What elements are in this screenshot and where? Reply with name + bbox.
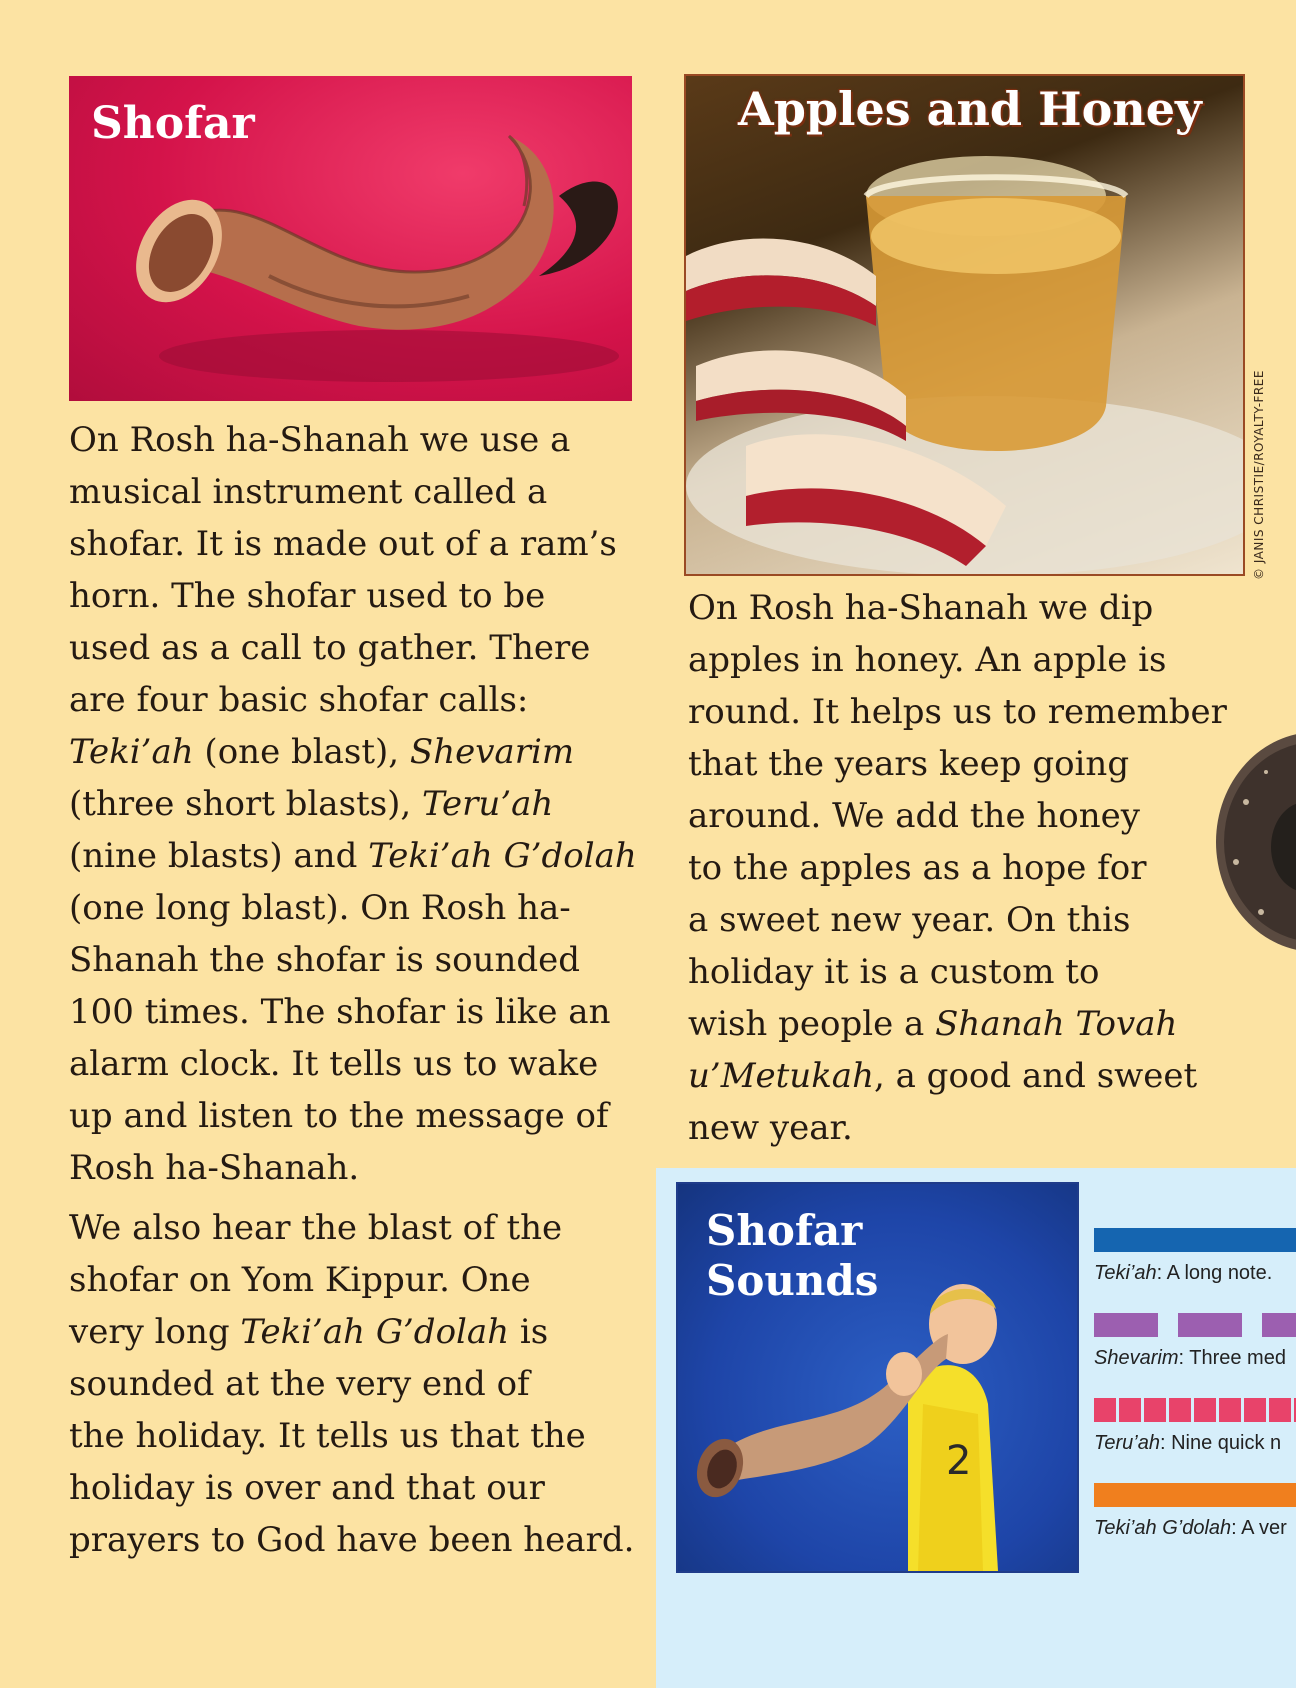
shofar-body2-line: prayers to God have been heard. bbox=[69, 1520, 635, 1560]
sound-bar-segment bbox=[1244, 1398, 1266, 1422]
shofar-sounds-panel bbox=[656, 1168, 1296, 1688]
apples-honey-photo bbox=[684, 74, 1245, 576]
sound-bar bbox=[1094, 1228, 1296, 1252]
sound-bar-segment bbox=[1219, 1398, 1241, 1422]
sound-bar-segment bbox=[1169, 1398, 1191, 1422]
apples-body-line: a sweet new year. On this bbox=[688, 900, 1131, 940]
apples-body-line: new year. bbox=[688, 1108, 853, 1148]
apples-body-line: that the years keep going bbox=[688, 744, 1130, 784]
apples-body-line: to the apples as a hope for bbox=[688, 848, 1147, 888]
shofar-body-line: musical instrument called a bbox=[69, 472, 548, 512]
shofar-body2-line: We also hear the blast of the bbox=[69, 1208, 563, 1248]
shofar-sounds-photo bbox=[676, 1182, 1079, 1573]
shofar-body-line: On Rosh ha-Shanah we use a bbox=[69, 420, 571, 460]
sound-bar-segment bbox=[1144, 1398, 1166, 1422]
apples-honey-photo-title: Apples and Honey bbox=[738, 82, 1202, 136]
shofar-body-line: (three short blasts), Teru’ah bbox=[69, 784, 554, 824]
sound-bar-segment bbox=[1178, 1313, 1242, 1337]
sound-bar bbox=[1094, 1483, 1296, 1507]
apples-body-text bbox=[688, 582, 1248, 1154]
shofar-photo bbox=[69, 76, 632, 401]
shofar-body-line: Rosh ha-Shanah. bbox=[69, 1148, 360, 1188]
shofar-body-line: alarm clock. It tells us to wake bbox=[69, 1044, 599, 1084]
shofar-body-text bbox=[69, 414, 639, 1566]
apples-body-line: around. We add the honey bbox=[688, 796, 1140, 836]
shofar-sounds-title-line1: Shofar bbox=[706, 1206, 863, 1255]
shofar-paragraph-2 bbox=[69, 1202, 639, 1566]
apples-body-line: u’Metukah, a good and sweet bbox=[688, 1056, 1198, 1096]
apples-body-line: apples in honey. An apple is bbox=[688, 640, 1167, 680]
shofar-body-line: horn. The shofar used to be bbox=[69, 576, 546, 616]
shofar-body-line: shofar. It is made out of a ram’s bbox=[69, 524, 617, 564]
shofar-body-line: Teki’ah (one blast), Shevarim bbox=[69, 732, 575, 772]
sound-bar-segment bbox=[1262, 1313, 1296, 1337]
shofar-body-line: (nine blasts) and Teki’ah G’dolah bbox=[69, 836, 637, 876]
shofar-body-line: 100 times. The shofar is like an bbox=[69, 992, 611, 1032]
sound-bar-segment bbox=[1094, 1398, 1116, 1422]
shofar-body2-line: sounded at the very end of bbox=[69, 1364, 530, 1404]
sound-label: Teru’ah: Nine quick n bbox=[1094, 1432, 1282, 1454]
shofar-body-line: up and listen to the message of bbox=[69, 1096, 609, 1136]
sound-label: Teki’ah: A long note. bbox=[1094, 1262, 1273, 1284]
photo-credit: © JANIS CHRISTIE/ROYALTY-FREE bbox=[1252, 370, 1266, 580]
shofar-body-line: used as a call to gather. There bbox=[69, 628, 591, 668]
sound-bar-segment bbox=[1119, 1398, 1141, 1422]
shofar-body2-line: very long Teki’ah G’dolah is bbox=[69, 1312, 549, 1352]
apples-body-line: On Rosh ha-Shanah we dip bbox=[688, 588, 1154, 628]
sound-label: Shevarim: Three med bbox=[1094, 1347, 1286, 1369]
shofar-paragraph-1 bbox=[69, 414, 639, 1194]
shofar-body2-line: the holiday. It tells us that the bbox=[69, 1416, 586, 1456]
round-challah-image bbox=[1206, 722, 1296, 962]
apples-paragraph bbox=[688, 582, 1248, 1154]
shofar-body-line: Shanah the shofar is sounded bbox=[69, 940, 581, 980]
apples-body-line: round. It helps us to remember bbox=[688, 692, 1227, 732]
apples-body-line: holiday it is a custom to bbox=[688, 952, 1100, 992]
sound-bar-segment bbox=[1269, 1398, 1291, 1422]
apples-body-line: wish people a Shanah Tovah bbox=[688, 1004, 1178, 1044]
shofar-photo-title: Shofar bbox=[91, 98, 255, 149]
sound-bar-segment bbox=[1094, 1313, 1158, 1337]
shofar-body2-line: holiday is over and that our bbox=[69, 1468, 545, 1508]
shofar-body2-line: shofar on Yom Kippur. One bbox=[69, 1260, 531, 1300]
shofar-body-line: are four basic shofar calls: bbox=[69, 680, 529, 720]
apples-honey-image bbox=[686, 76, 1243, 574]
shofar-body-line: (one long blast). On Rosh ha- bbox=[69, 888, 571, 928]
shofar-sounds-title-line2: Sounds bbox=[706, 1256, 879, 1305]
sound-bar-segment bbox=[1194, 1398, 1216, 1422]
svg-text:2: 2 bbox=[946, 1438, 972, 1484]
sound-label: Teki’ah G’dolah: A ver bbox=[1094, 1517, 1287, 1539]
shofar-sounds-title bbox=[706, 1206, 878, 1306]
